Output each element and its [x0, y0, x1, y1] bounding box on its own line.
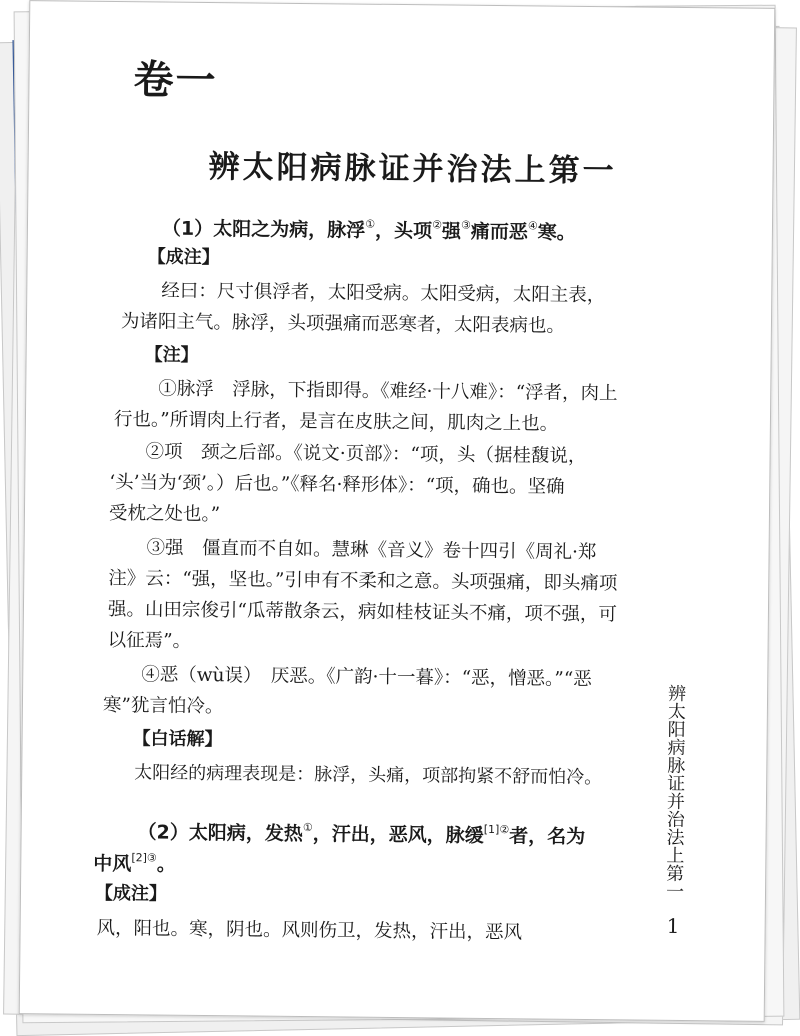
note-line: ③强 僵直而不自如。慧琳《音义》卷十四引《周礼·郑	[146, 537, 597, 564]
note-line: 注》云：“强，坚也。”引申有不柔和之意。头项强痛，即头痛项	[108, 567, 618, 595]
section-tag-cheng: 【成注】	[147, 246, 220, 269]
clause-text: 中风	[93, 852, 132, 876]
clause-text: ，汗出，恶风，脉缓	[312, 823, 484, 847]
clause-text: 者，名为	[509, 825, 586, 848]
clause-text: ，头项	[374, 219, 433, 243]
note-marker: ①	[302, 821, 313, 835]
clause-text: 强	[441, 220, 462, 243]
clause-2-line-2	[93, 852, 176, 875]
note-marker: ③	[460, 218, 471, 232]
note-line: 强。山田宗俊引“瓜蒂散条云，病如桂枝证头不痛，项不强，可	[107, 598, 618, 626]
book-page	[19, 0, 776, 1022]
clause-text: （1）太阳之为病，脉浮	[161, 217, 366, 242]
page-number: 1	[666, 913, 680, 938]
note-line: 寒”犹言怕冷。	[102, 694, 224, 718]
clause-text: 寒。	[537, 221, 576, 244]
section-tag-zhu: 【注】	[144, 344, 199, 366]
clause-text: 。	[156, 853, 176, 876]
note-line: 行也。”所谓肉上行者，是言在皮肤之间，肌肉之上也。	[113, 409, 559, 435]
note-line: ①脉浮 浮脉，下指即得。《难经·十八难》：“浮者，肉上	[158, 378, 618, 405]
clause-text: 痛而恶	[470, 220, 528, 244]
note-line: ④恶（wù误） 厌恶。《广韵·十一暮》：“恶，憎恶。”“恶	[141, 664, 592, 691]
volume-title: 卷一	[133, 56, 218, 105]
cheng-line: 为诸阳主气。脉浮，头项强痛而恶寒者，太阳表病也。	[120, 311, 566, 337]
clause-1	[162, 217, 576, 243]
note-marker: [2]③	[131, 851, 157, 865]
cheng-line: 风，阳也。寒，阴也。风则伤卫，发热，汗出，恶风	[96, 917, 523, 944]
chapter-title: 辨太阳病脉证并治法上第一	[208, 149, 617, 190]
section-tag-cheng: 【成注】	[94, 882, 168, 905]
baihua-text: 太阳经的病理表现是：脉浮，头痛，项部拘紧不舒而怕冷。	[134, 762, 603, 789]
cheng-line: 经曰：尺寸俱浮者，太阳受病。太阳受病，太阳主表，	[161, 280, 606, 307]
section-tag-baihua: 【白话解】	[132, 728, 223, 751]
note-line: 受枕之处也。”	[108, 502, 221, 526]
clause-2-line-1	[138, 820, 586, 847]
note-marker: ④	[527, 219, 538, 233]
clause-text: （2）太阳病，发热	[137, 821, 303, 846]
note-line: 以征焉”。	[107, 629, 192, 652]
note-marker: ①	[365, 217, 376, 231]
note-line: ②项 颈之后部。《说文·页部》：“项，头（据桂馥说，	[145, 441, 587, 467]
note-marker: [1]②	[483, 822, 510, 837]
note-marker: ②	[432, 218, 443, 232]
running-head: 辨太阳病脉证并治法上第一	[662, 683, 687, 901]
note-line: ‘头’当为‘颈’。）后也。”《释名·释形体》：“项，确也。坚确	[109, 471, 565, 498]
